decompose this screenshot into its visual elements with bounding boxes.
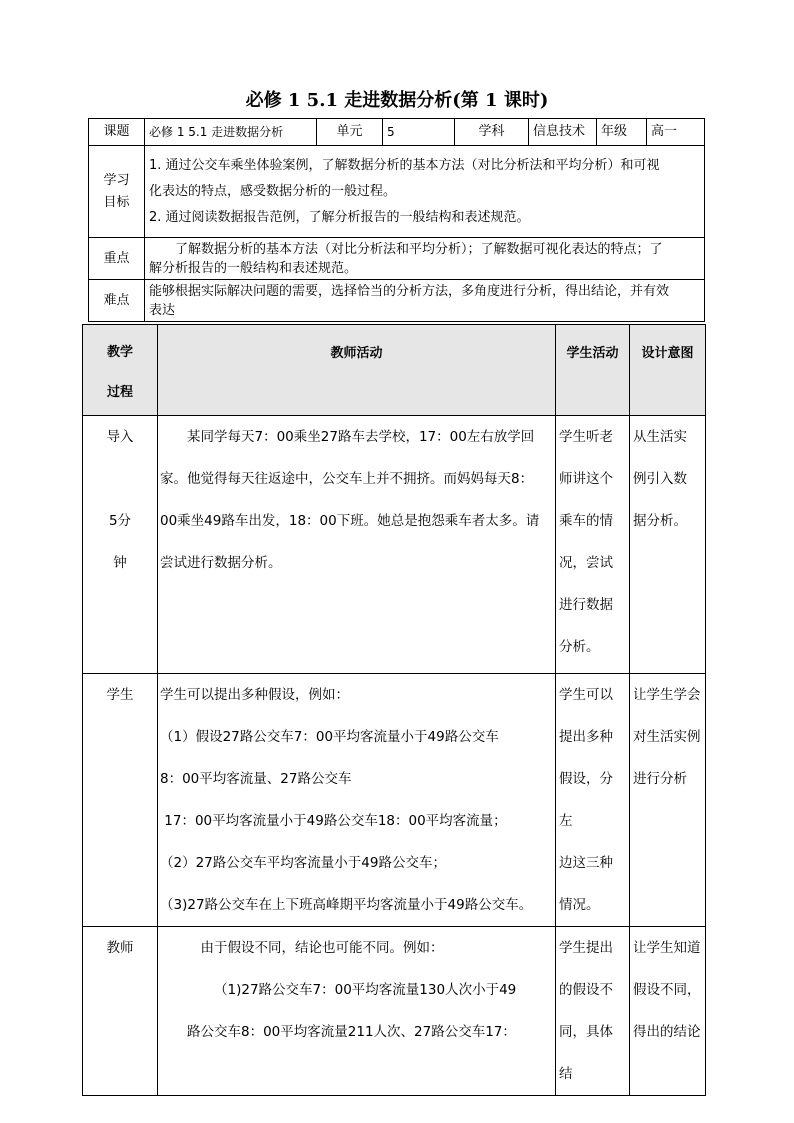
teacher-row-student-line: 的假设不 xyxy=(559,982,613,998)
header-process-line2: 过程 xyxy=(106,385,133,400)
unit-label: 单元 xyxy=(317,119,383,146)
key-line1: 了解数据分析的基本方法（对比分析法和平均分析）；了解数据可视化表达的特点；了 xyxy=(175,241,663,257)
key-line2: 解分析报告的一般结构和表述规范。 xyxy=(149,260,358,276)
student-row-intent-line: 对生活实例 xyxy=(633,729,701,745)
teacher-row-design-intent xyxy=(630,927,706,1096)
goals-label-line1: 学习 xyxy=(103,172,130,188)
hypothesis-line: （1）假设27路公交车7：00平均客流量小于49路公交车 xyxy=(160,729,499,745)
intro-stage-line2: 5分 xyxy=(108,513,132,529)
intro-text-line: 尝试进行数据分析。 xyxy=(160,555,282,571)
intro-student-line: 进行数据 xyxy=(559,597,613,613)
goal-1-line2: 化表达的特点，感受数据分析的一般过程。 xyxy=(149,183,397,199)
intro-stage-line3: 钟 xyxy=(113,555,127,571)
teacher-row-intent-line: 假设不同， xyxy=(633,982,701,998)
goal-1-line1: 1. 通过公交车乘坐体验案例，了解数据分析的基本方法（对比分析法和平均分析）和可视 xyxy=(149,157,660,173)
hypothesis-line: 17：00平均客流量小于49路公交车18：00平均客流量； xyxy=(160,813,507,829)
header-student-activity: 学生活动 xyxy=(556,325,630,416)
header-process xyxy=(83,325,158,416)
student-row-teacher-activity xyxy=(158,674,556,927)
hypothesis-line: 学生可以提出多种假设，例如： xyxy=(160,687,349,703)
student-row-design-intent xyxy=(630,674,706,927)
student-row-intent-line: 让学生学会 xyxy=(633,687,701,703)
conclusion-line: （1)27路公交车7：00平均客流量130人次小于49 xyxy=(214,982,517,998)
intro-stage xyxy=(83,416,158,674)
student-row-student-activity xyxy=(556,674,630,927)
intro-student-line: 学生听老 xyxy=(559,429,613,445)
teacher-stage: 教师 xyxy=(83,927,158,1096)
student-row-intent-line: 进行分析 xyxy=(633,771,687,787)
intro-student-line: 分析。 xyxy=(559,639,600,655)
intro-stage-line1: 导入 xyxy=(106,429,134,445)
student-row-student-line: 情况。 xyxy=(559,897,600,913)
intro-student-activity xyxy=(556,416,630,674)
lesson-info-table xyxy=(88,118,705,322)
intro-text-line: 00乘坐49路车出发，18：00下班。她总是抱怨乘车者太多。请 xyxy=(160,513,540,529)
conclusion-line: 由于假设不同，结论也可能不同。例如： xyxy=(200,940,444,956)
student-row-student-line: 假设，分左 xyxy=(559,771,613,829)
teacher-row-student-line: 学生提出 xyxy=(559,940,613,956)
unit-value: 5 xyxy=(383,119,455,146)
intro-intent-line: 从生活实 xyxy=(633,429,687,445)
grade-value: 高一 xyxy=(647,119,705,146)
course-label: 课题 xyxy=(89,119,145,146)
teacher-row-intent-line: 让学生知道 xyxy=(633,940,701,956)
intro-text-line: 家。他觉得每天往返途中，公交车上并不拥挤。而妈妈每天8： xyxy=(160,471,534,487)
subject-value: 信息技术 xyxy=(529,119,597,146)
intro-teacher-activity xyxy=(158,416,556,674)
intro-text-line: 某同学每天7：00乘坐27路车去学校，17：00左右放学回 xyxy=(187,429,535,445)
grade-label: 年级 xyxy=(597,119,647,146)
hypothesis-line: （3)27路公交车在上下班高峰期平均客流量小于49路公交车。 xyxy=(160,897,533,913)
student-row-student-line: 边这三种 xyxy=(559,855,613,871)
page-title: 必修 1 5.1 走进数据分析(第 1 课时) xyxy=(245,90,549,111)
difficult-label: 难点 xyxy=(89,280,145,322)
teaching-process-table xyxy=(82,324,706,1096)
teacher-row-intent-line: 得出的结论 xyxy=(633,1024,701,1040)
header-design-intent: 设计意图 xyxy=(630,325,706,416)
intro-intent-line: 例引入数 xyxy=(633,471,687,487)
header-teacher-activity: 教师活动 xyxy=(158,325,556,416)
teacher-row-student-activity xyxy=(556,927,630,1096)
subject-label: 学科 xyxy=(455,119,529,146)
goals-content xyxy=(145,146,705,238)
difficult-line1: 能够根据实际解决问题的需要，选择恰当的分析方法，多角度进行分析，得出结论，并有效 xyxy=(149,283,670,299)
intro-student-line: 师讲这个 xyxy=(559,471,613,487)
header-process-line1: 教学 xyxy=(106,345,133,360)
student-row-student-line: 学生可以 xyxy=(559,687,613,703)
student-stage: 学生 xyxy=(83,674,158,927)
key-points-content xyxy=(145,238,705,280)
intro-student-line: 乘车的情 xyxy=(559,513,613,529)
hypothesis-line: 8：00平均客流量、27路公交车 xyxy=(160,771,352,787)
intro-student-line: 况，尝试 xyxy=(559,555,613,571)
hypothesis-line: （2）27路公交车平均客流量小于49路公交车； xyxy=(160,855,446,871)
difficult-line2: 表达 xyxy=(149,302,176,318)
teacher-row-student-line: 同，具体结 xyxy=(559,1024,613,1082)
conclusion-line: 路公交车8：00平均客流量211人次、27路公交车17： xyxy=(187,1024,516,1040)
course-value: 必修 1 5.1 走进数据分析 xyxy=(145,119,317,146)
goals-label-line2: 目标 xyxy=(103,194,130,210)
key-points-label: 重点 xyxy=(89,238,145,280)
teacher-row-teacher-activity xyxy=(158,927,556,1096)
difficult-content xyxy=(145,280,705,322)
goals-label xyxy=(89,146,145,238)
intro-design-intent xyxy=(630,416,706,674)
student-row-student-line: 提出多种 xyxy=(559,729,613,745)
goal-2: 2. 通过阅读数据报告范例，了解分析报告的一般结构和表述规范。 xyxy=(149,209,530,225)
intro-intent-line: 据分析。 xyxy=(633,513,687,529)
